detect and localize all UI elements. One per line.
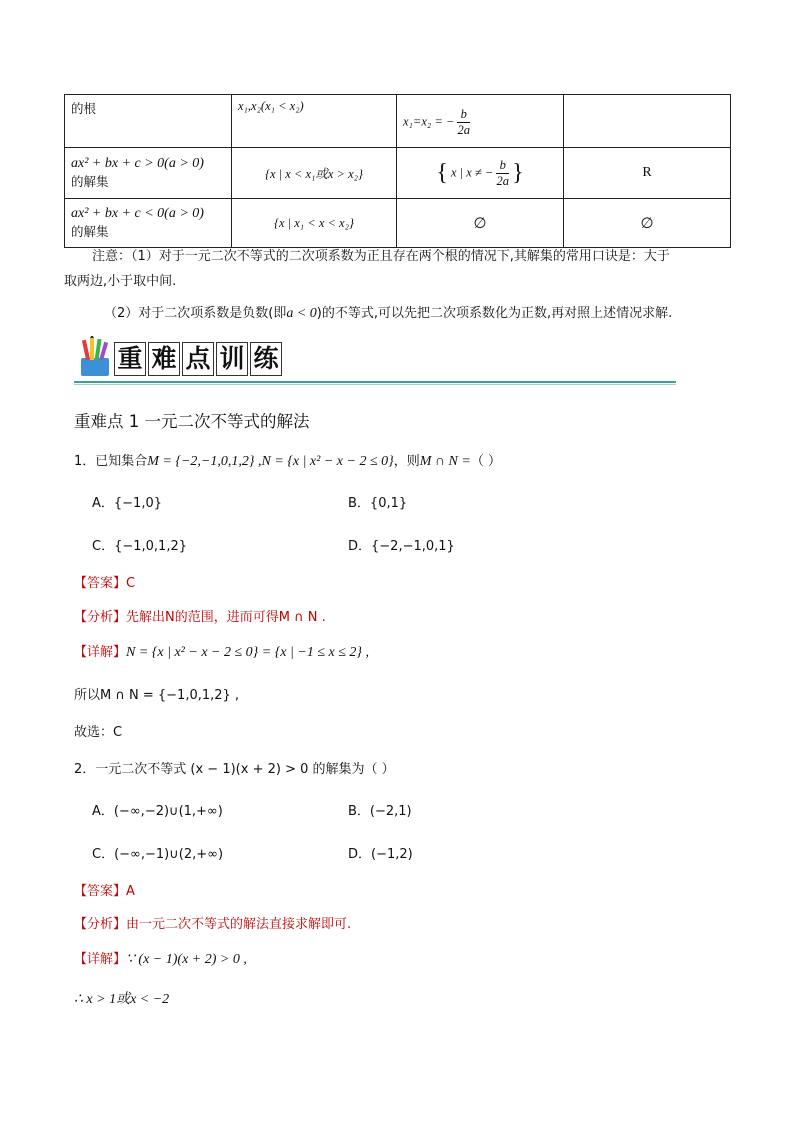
table-row: [65, 199, 731, 248]
q2-option-c: C．(−∞,−1)∪(2,+∞): [92, 847, 224, 862]
banner-char: 练: [250, 342, 282, 376]
row3-empty-set-1: ∅: [397, 199, 564, 248]
fraction-numerator: b: [496, 158, 509, 174]
q1-detail: 【详解】N = {x | x² − x − 2 ≤ 0} = {x | −1 ≤ x ≤ 2} ,: [74, 645, 369, 660]
q2-option-a: A．(−∞,−2)∪(1,+∞): [92, 804, 223, 819]
row3-label: ax² + bx + c < 0(a > 0) 的解集: [65, 199, 232, 248]
q2-option-b: B．(−2,1): [348, 804, 412, 819]
note-1: 注意：（1）对于一元二次不等式的二次项系数为正且存在两个根的情况下,其解集的常用口诀是：大于: [92, 249, 670, 264]
section-title: 重难点 1 一元二次不等式的解法: [74, 412, 310, 431]
q2-analysis: 【分析】由一元二次不等式的解法直接求解即可.: [74, 917, 352, 932]
row1-empty: [564, 95, 731, 148]
fraction-denominator: 2a: [457, 122, 470, 137]
row2-label: ax² + bx + c > 0(a > 0) 的解集: [65, 148, 232, 199]
q1-option-b: B．{0,1}: [348, 496, 408, 511]
q1-option-c: C．{−1,0,1,2}: [92, 539, 187, 554]
row1-roots: x₁,x₂(x₁ < x₂): [232, 95, 397, 148]
question-1-stem: 1．已知集合M = {−2,−1,0,1,2} ,N = {x | x² − x − 2 ≤ 0}，则M ∩ N =（ ）: [74, 454, 501, 469]
row2-solution-no-root: R: [564, 148, 731, 199]
table-row: [65, 95, 731, 148]
row2-solution-two-roots: {x | x < x₁或x > x₂}: [232, 148, 397, 199]
row1-double-root: x₁=x₂ = − $\frac{b}{2a}$: [397, 95, 564, 148]
row2-solution-double-root: { x | x ≠ − $\frac{b}{2a}$ }: [397, 148, 564, 199]
fraction-denominator: 2a: [496, 173, 509, 188]
q1-option-a: A．{−1,0}: [92, 496, 163, 511]
row1-label: 的根: [65, 95, 232, 148]
banner-char: 重: [114, 342, 146, 376]
q1-analysis: 【分析】先解出N的范围，进而可得M ∩ N .: [74, 610, 326, 625]
banner-char: 难: [148, 342, 180, 376]
row3-empty-set-2: ∅: [564, 199, 731, 248]
pencil-cup-icon: [78, 336, 112, 378]
q2-detail: 【详解】∵ (x − 1)(x + 2) > 0 ,: [74, 952, 247, 967]
banner-char: 训: [216, 342, 248, 376]
note-1-cont: 取两边,小于取中间.: [64, 274, 177, 289]
question-2-stem: 2．一元二次不等式 (x − 1)(x + 2) > 0 的解集为（ ）: [74, 762, 395, 777]
q2-conclusion: ∴ x > 1或x < −2: [74, 992, 170, 1007]
q1-so: 所以M ∩ N = {−1,0,1,2} ,: [74, 688, 240, 703]
banner-title: [114, 342, 284, 376]
note-2: （2）对于二次项系数是负数(即a < 0)的不等式,可以先把二次项系数化为正数,再对照上述情况求解.: [104, 306, 673, 321]
q2-answer: 【答案】A: [74, 884, 135, 899]
q1-answer: 【答案】C: [74, 576, 136, 591]
table-row: [65, 148, 731, 199]
section-banner: [74, 336, 676, 386]
q2-option-d: D．(−1,2): [348, 847, 413, 862]
row3-solution-two-roots: {x | x₁ < x < x₂}: [232, 199, 397, 248]
fraction-numerator: b: [457, 107, 470, 123]
q1-option-d: D．{−2,−1,0,1}: [348, 539, 455, 554]
q1-choose: 故选：C: [74, 725, 123, 740]
banner-char: 点: [182, 342, 214, 376]
solution-table: [64, 94, 731, 248]
